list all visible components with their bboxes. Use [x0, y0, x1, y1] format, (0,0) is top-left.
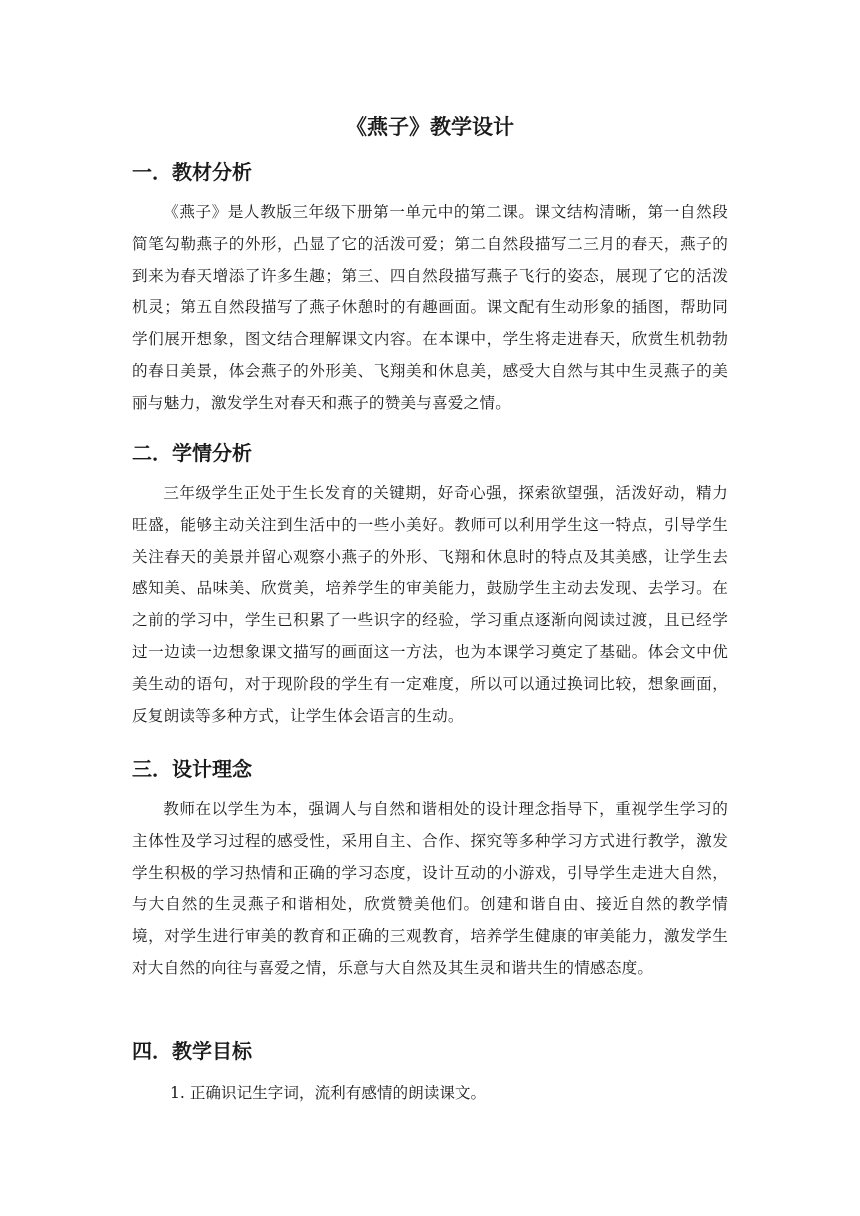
section-paragraph-textbook-analysis: 《燕子》是人教版三年级下册第一单元中的第二课。课文结构清晰，第一自然段简笔勾勒燕子的外形，凸显了它的活泼可爱；第二自然段描写二三月的春天，燕子的到来为春天增添了许多生趣；第三、四自然段描写燕子飞行的姿态，展现了它的活泼机灵；第五自然段描写了燕子休憩时的有趣画面。课文配有生动形象的插图，帮助同学们展开想象，图文结合理解课文内容。在本课中，学生将走进春天，欣赏生机勃勃的春日美景，体会燕子的外形美、飞翔美和休息美，感受大自然与其中生灵燕子的美丽与魅力，激发学生对春天和燕子的赞美与喜爱之情。: [132, 203, 728, 412]
section-heading-design-concept: 三．设计理念: [132, 757, 252, 781]
section-heading-teaching-objectives: 四．教学目标: [132, 1039, 252, 1063]
section-paragraph-design-concept: 教师在以学生为本，强调人与自然和谐相处的设计理念指导下，重视学生学习的主体性及学习过程的感受性，采用自主、合作、探究等多种学习方式进行教学，激发学生积极的学习热情和正确的学习态度，设计互动的小游戏，引导学生走进大自然，与大自然的生灵燕子和谐相处，欣赏赞美他们。创建和谐自由、接近自然的教学情境，对学生进行审美的教育和正确的三观教育，培养学生健康的审美能力，激发学生对大自然的向往与喜爱之情，乐意与大自然及其生灵和谐共生的情感态度。: [132, 800, 728, 977]
section-heading-learner-analysis: 二．学情分析: [132, 441, 252, 465]
objective-list-item: 1. 正确识记生字词，流利有感情的朗读课文。: [170, 1084, 487, 1102]
section-heading-textbook-analysis: 一．教材分析: [132, 160, 252, 184]
document-title: 《燕子》教学设计: [346, 115, 514, 139]
section-paragraph-learner-analysis: 三年级学生正处于生长发育的关键期，好奇心强，探索欲望强，活泼好动，精力旺盛，能够主动关注到生活中的一些小美好。教师可以利用学生这一特点，引导学生关注春天的美景并留心观察小燕子的外形、飞翔和休息时的特点及其美感，让学生去感知美、品味美、欣赏美，培养学生的审美能力，鼓励学生主动去发现、去学习。在之前的学习中，学生已积累了一些识字的经验，学习重点逐渐向阅读过渡，且已经学过一边读一边想象课文描写的画面这一方法，也为本课学习奠定了基础。体会文中优美生动的语句，对于现阶段的学生有一定难度，所以可以通过换词比较，想象画面，反复朗读等多种方式，让学生体会语言的生动。: [132, 484, 728, 725]
